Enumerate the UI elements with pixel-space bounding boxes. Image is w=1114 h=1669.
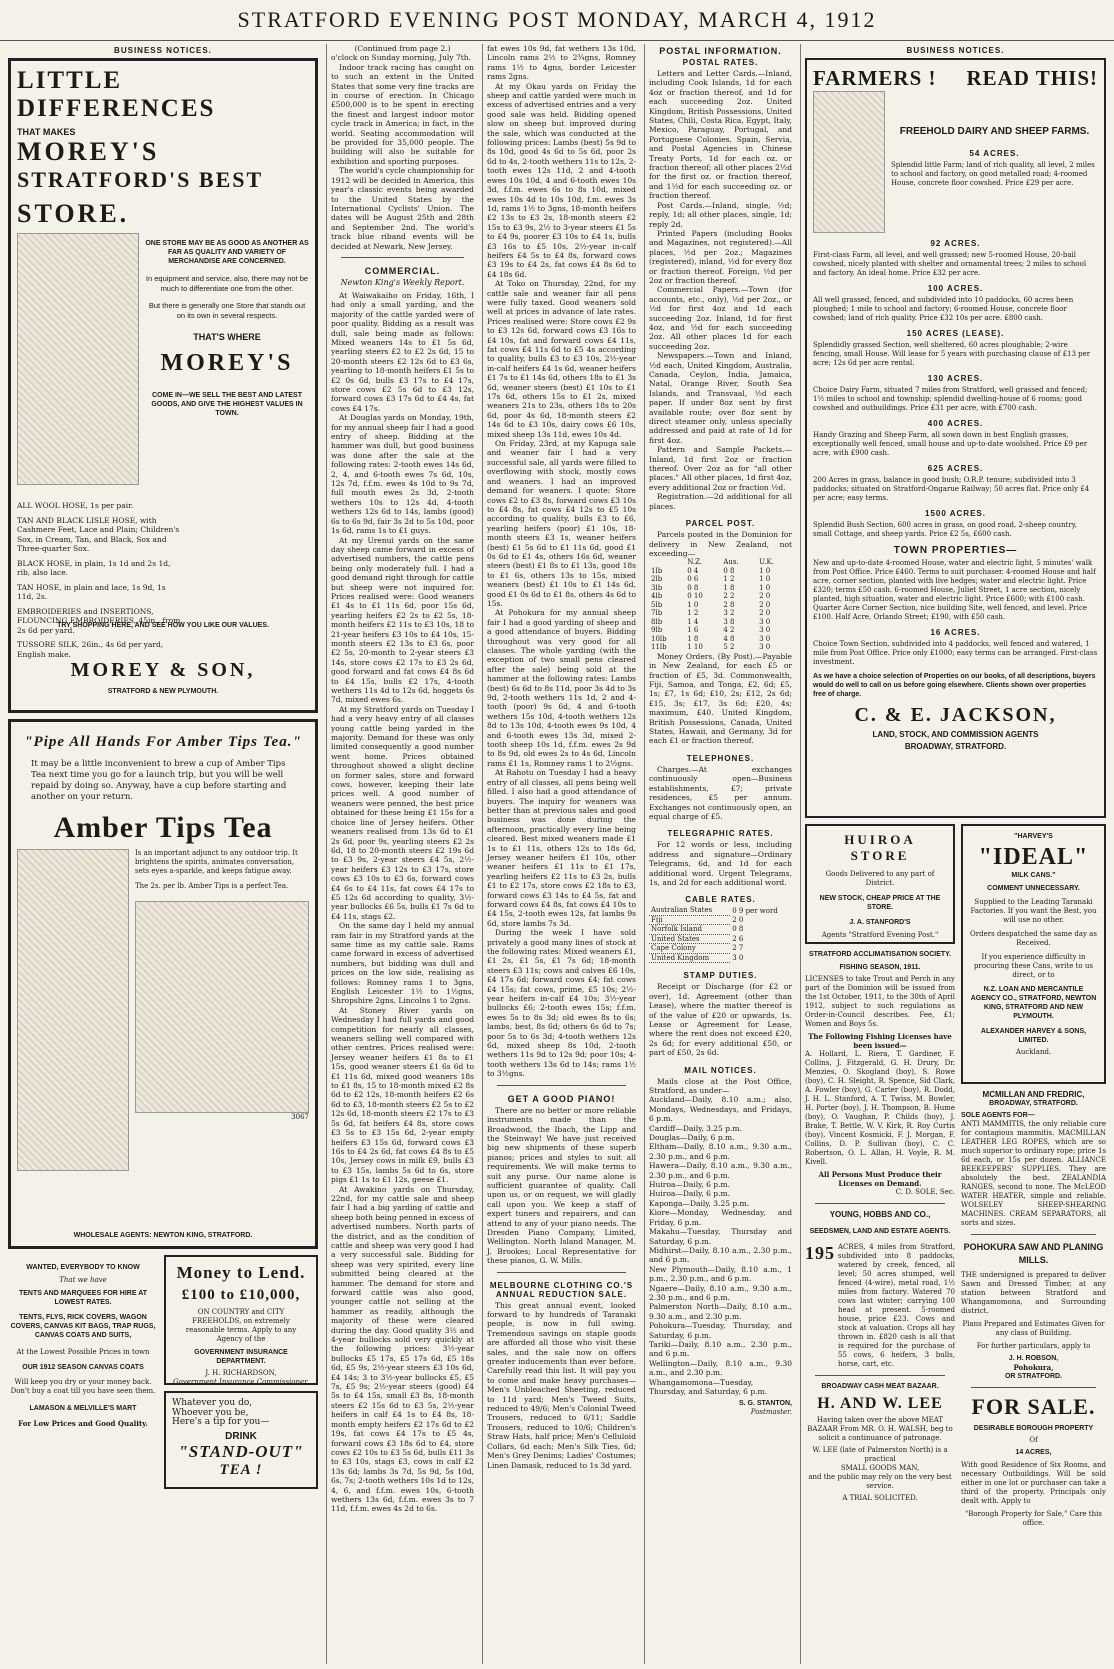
young-num: 195 (805, 1243, 835, 1263)
table-cell: 2 2 (723, 592, 735, 601)
pohokura-name: J. H. ROBSON, (1008, 1355, 1059, 1362)
money-amount: £100 to £10,000, (181, 1287, 301, 1303)
article-paragraph: The world's cycle championship for 1912 will be decided in America, this year's classic events being awarded to the United States by the International Cyclists' Union. The dates will be August 25th and 28th and September 2nd. The world's track blue riband events will be decided at Newark, New Jersey. (331, 166, 474, 251)
table-cell: Fiji (649, 915, 730, 925)
lee-note: W. LEE (late of Palmerston North) is a practical (812, 1446, 948, 1463)
pohokura-text: THE undersigned is prepared to deliver Sawn and Dressed Timber, at any station between Stratford and Whangamomona, and Surrounding district. (961, 1271, 1106, 1315)
list-item: Cardiff—Daily, 3.25 p.m. (649, 1123, 742, 1133)
table-cell: 3 0 (759, 626, 771, 635)
amber-price-note: The 2s. per lb. Amber Tips is a perfect Tea. (135, 882, 289, 890)
list-item: Whangamomona—Tuesday, Thursday, and Saturday, 6 p.m. (649, 1377, 768, 1396)
commercial-subhead: Newton King's Weekly Report. (340, 277, 465, 287)
morey-advert (8, 58, 318, 713)
article-paragraph: During the week I have sold privately a good many lines of stock at the following rates: Mixed weaners £1, £1 2s, £1 5s, £1 7s 6d; 18-month steers £3 11s; cows and calves £6 10s, £4 17s 6d; forward cows £4; fat cows £4 15s; fat cows, prime, £5 10s; 2½-year heifers in-calf £4 10s; 3½-year bullocks £6; 2-tooth ewes 15s; f.f.m. ewes 5s to 8s 3d; old ewes 8s to 6s; lambs, best, 8s 6d; others 6s 6d to 7s; poor 5s to 6s 3d; 4-tooth wethers 12s 6d, mixed sheep 8s 10d, 2-tooth wethers 11s 9d to 12s 9d; poor 10s; 4-tooth wethers 13s 6d to 14s; rams 1½ to 3½gns. (487, 928, 636, 1079)
article-paragraph: At Waiwakaiho on Friday, 16th, I had only a small yarding, and the majority of the cattle yarded were of poor quality. Bidding as a result was dull, sale being made as follows: Mixed weaners 14s to £1 5s 6d, yearling steers £2 to £2 2s 6d, 15 to 20-month steers £2 12s 6d to £3 6s, yearling to 18-month heifers £1 5s to £2 0s 6d, bulls £3 17s to £4 17s, store cows £2 5s 6d to £3 12s, forward cows £3 17s 6d to £4 4s, fat cows £4 17s. (331, 290, 474, 413)
tea-packet-illustration (135, 901, 309, 1113)
farm-acres: 92 ACRES. (930, 239, 981, 248)
tents-firm: LAMASON & MELVILLE'S MART (29, 1405, 137, 1412)
morey-but: But there is generally one Store that stands out on its own in several respects. (148, 301, 306, 320)
farmer-illustration (813, 91, 885, 233)
tents-advert (8, 1255, 158, 1495)
table-cell: 1 0 (687, 600, 699, 609)
farm-acres: 625 ACRES. (927, 464, 984, 473)
morey-moreys: MOREY'S (160, 350, 294, 376)
table-cell: 5 2 (723, 643, 735, 652)
masthead: STRATFORD EVENING POST MONDAY, MARCH 4, 1912 (0, 0, 1114, 41)
young-sub: SEEDSMEN, LAND AND ESTATE AGENTS. (809, 1228, 951, 1235)
harvey-firm: ALEXANDER HARVEY & SONS, LIMITED. (980, 1028, 1087, 1044)
postmaster-name: S. G. STANTON, (738, 1400, 792, 1408)
list-item: Eltham—Daily, 8.10 a.m., 9.30 a.m., 2.30 p.m., and 6 p.m. (649, 1142, 792, 1161)
table-cell: 1 10 (687, 643, 703, 652)
article-paragraph: At my Stratford yards on Tuesday I had a very heavy entry of all classes young cattle being yarded in the majority. Demand for these was only limited consequently a good number went home. Prices obtained throughout showed a slight decline on former sales, store and forward cows, however, keeping their late prices well. A good number of weaners were penned, the best price obtained for these being £1 15s for a choice line of Jersey heifers. Other weaners realised from 13s 6d to £1 2s 6d, poor 9s, yearling steers £2 2s 6d, 18 to 20-month steers £2 19s 6d to £3 9s, 2-year steers £4 5s, 2½-year heifers £3 12s to £3 17s, store cows £3 10s to £3 6s, forward cows £4 6s to £4 11s, fat cows £4 17s to £5 12s 6d according to quality, 3½-year bullocks £6 5s, bulls £1 7s 6d to £4 11s, stags £2. (331, 704, 474, 921)
huiroa-owner: J. A. STANFORD'S (849, 919, 911, 926)
lee-head: BROADWAY CASH MEAT BAZAAR. (821, 1383, 939, 1390)
table-cell: 0 8 (723, 566, 735, 575)
list-item: Pohokura—Tuesday, Thursday, and Saturday, 6 p.m. (649, 1321, 792, 1340)
stamp-text: Receipt or Discharge (for £2 or over), 1d. Agreement (other than Lease), where the matter thereof is of the value of £20 or upwards, 1s. Lease or Agreement for Lease, where the rent does not exceed £20, 2s 6d; for every additional £50, or part of £50, 2s 6d. (649, 982, 792, 1058)
list-item: Kaponga—Daily, 3.25 p.m. (649, 1198, 750, 1208)
mcmillan-items: ANTI MAMMITIS, the only reliable cure for contagious mammitis. MACMILLAN LEATHER LEG ROPES, which are so much superior to ordinary rope; price 1s 6d each, or 15s per dozen. ALLIANCE BEEKEEPERS' SUPPLIES. They are absolutely the best. ZEALANDIA RANGES, second to none. The McLEOD WATER HEATER, simple and reliable. WOLSELEY SHEEP-SHEARING MACHINES. CREAM SEPARATORS, all sorts and sizes. (961, 1120, 1106, 1227)
tents-line3: At the Lowest Possible Prices in town (16, 1348, 150, 1356)
table-row (649, 626, 792, 635)
article-paragraph: Indoor track racing has caught on to such an extent in the United States that some very fine tracks are in course of erection. In Chicago £500,000 is to be spent in erecting the finest and largest indoor motor cycle track in America; in fact, in the world. Seating accommodation will be provided for 35,000 people. The building will also be suitable for exhibition and sporting purposes. (331, 62, 474, 166)
tents-line4: OUR 1912 SEASON CANVAS COATS (22, 1364, 144, 1371)
farm-acres: 400 ACRES. (927, 419, 984, 428)
telegraph-text: For 12 words or less, including address and signature—Ordinary Telegrams, 6d, and 1d for each additional word. Urgent Telegrams, 1s, and 2d for each additional word. (649, 840, 792, 887)
mail-text: Mails close at the Post Office, Stratford, as under— (649, 1076, 792, 1095)
divider (815, 1203, 945, 1204)
standout-line1: Whatever you do, (172, 1398, 253, 1408)
commercial-head: COMMERCIAL. (364, 265, 441, 276)
list-item: Makahu—Tuesday, Thursday and Saturday, 6 p.m. (649, 1227, 792, 1246)
list-item: ALL WOOL HOSE, 1s per pair. (17, 501, 134, 510)
acclim-names: A. Hollard, L. Riera, T. Gardiner, F. Collins, J. Fitzgerald, G. H. Drury, Dr. Menzies, O. Skogland (boy), S. Rowe (boy), C. H. Sleight, R. Spence, Sid Clark, A. Fowler (boy), G. Carter (boy), R. Dodd, J. H. L. Stanford, A. T. Twiss, M. Bowler, H. Porter (boy), J. H. Thompson, B. Hume (boy), O. Vaughan, P. Childs (boy), J. Brake, T. Bettle, W. V. Kirk, R. Roy Curtis (boy), Vincent Kosmicki, F. J. Morgan, F. Collins, D. P. Sullivan (boy), C. C. Robertson, O. L. Allan, H. Voyle, R. M. Kivell. (805, 1050, 955, 1166)
harvey-orders: Orders despatched the same day as Received. (970, 930, 1097, 947)
farm-acres: 130 ACRES. (927, 374, 984, 383)
pohokura-further: For further particulars, apply to (976, 1342, 1091, 1350)
amber-brand: Amber Tips Tea (53, 811, 273, 844)
amber-tips-advert (8, 719, 318, 1249)
harvey-advert (961, 824, 1106, 1084)
table-row (649, 906, 792, 915)
huiroa-head: HUIROA STORE (844, 832, 916, 863)
article-paragraph: At Awakino yards on Thursday, 22nd, for my cattle sale and sheep fair I had a big yarding of cattle and sheep both being penned in excess of advertised numbers. North parts of the district, and as the condition of cattle and sheep was very good I had a very successful sale. Bidding for sheep was very spirited, every line submitted being cleared at the hammer. The demand for store and forward cattle was also good, younger cattle not selling at the hammer as readily, although the majority of these were cleared during the day. Good quality 3½ and 4-year bullocks sold very quickly at the following prices: 3½-year bullocks £5 17s, £5 17s 6d, £5 18s 6d, £5 9s, 2½-year steers £3 10s 6d, £4 14s; 3 to 3½-year bullocks £5, £5 7s, £5 9s; 2½-year steers (good) £4 5s to £4 15s, small £3 8s, 18-month steers £2 15s 6d to £3 5s, 2½-year heifers in calf £4 1s to £4 8s, 18-month empty heifers £2 17s 6d to £2 19s, fat cows £4 17s to £5 4s, forward cows £3 18s 6d to £4, store cows £2 10s to £3 5s 6d, bulls £11 3s to £3 10s, stags £3, cows in calf £2 13s 6d; lambs 3s 7d, 5s 9d, 5s 10d, 6s, 7s; 2-tooth wethers 10s 1d to 12s, 4, 6, and f.f.m. ewes 10s, 6-tooth wethers 13s 6d, f.f.m. ewes 3s to 7 11d, f.f.m. ewes 4s 2d to 6s. (331, 1184, 474, 1514)
morey-come-in: COME IN—WE SELL THE BEST AND LATEST GOODS, AND GIVE THE HIGHEST VALUES IN TOWN. (151, 392, 303, 417)
freehold-head: FREEHOLD DAIRY AND SHEEP FARMS. (899, 126, 1090, 137)
jackson-name: C. & E. JACKSON, (854, 704, 1057, 726)
huiroa-agents: Agents "Stratford Evening Post." (821, 931, 939, 939)
table-cell: 3 2 (723, 609, 735, 618)
list-item: Ngaere—Daily, 8.10 a.m., 9.30 a.m., 2.30 p.m., and 6 p.m. (649, 1283, 792, 1302)
table-cell: 0 4 (687, 566, 699, 575)
table-cell: United States (649, 934, 730, 944)
article-paragraph: At my Urenui yards on the same day sheep came forward in excess of advertised numbers, the cattle pens being only moderately full. I had a good demand right through for cattle but sheep were not inquired for. Prices realised were: Good weaners £1 4s to £1 11s 6d, poor 15s 6d, yearling heifers £2 2s to £2 5s, 18-month heifers £2 11s to £3 10s, 18 to 21-year heifers £3 10s to £4 10s, 15-month steers £2 13s to £3 6s, poor £2 5s, 20-month to 2-year steers £3 14s, store cows £2 17s to £3 2s 6d, good forward and fat cows £4 8s 6d to £4 15s, bulls £2 17s, 4-tooth wethers 11s 4d to 12s 6d, hoggets 6s 7d, mixed ewes 6s. (331, 535, 474, 705)
table-cell: 2 8 (723, 600, 735, 609)
tents-slogan: For Low Prices and Good Quality. (18, 1419, 148, 1428)
money-orders-text: Money Orders. (By Post).—Payable in New Zealand, for each £5 or fraction of £5, 3d. Commonwealth, Fiji, Samoa, and Tonga, £2, 6d; £5, 1s; £7, 1s 6d; £10, 2s; £12, 2s 6d; £15, 3s; £17, 3s 6d; £20, 4s; maximum, £40. United Kingdom, British Possessions, Canada, United States, Hawaii, and Germany, 3d for each £1 or fraction thereof. (649, 651, 792, 746)
sale-of: Of (1029, 1436, 1038, 1444)
mcmillan-head: MCMILLAN AND FREDRIC, (982, 1090, 1085, 1099)
postal-paragraph: Post Cards.—Inland, single, ½d; reply, 1d; all other places, single, 1d; reply 2d. (649, 200, 792, 229)
table-row (649, 575, 792, 584)
column-3 (482, 44, 640, 1664)
tents-that-we: That we have (59, 1276, 107, 1284)
table-cell: 0 10 (687, 592, 703, 601)
article-paragraph: At Toko on Thursday, 22nd, for my cattle sale and weaner fair all pens were fully taxed. Good weaners sold well at prices in advance of late rates. Prices realised were: Store cows £2 9s to £3 12s 6d, forward cows £3 16s to £4 10s, fat and forward cows £4 11s, fat cows £4 11s 6d to £5 4s according to quality, bulls £3 to £3 10s, 2½-year in-calf heifers £4 1s 6d, weaner heifers £1 7s to £1 14s 6d, others 18s to £1 3s 6d, weaner steers (best) £1 10s to £1 17s 6d, others 15s to £1 2s, mixed weaners 21s to 23s, others 18s to 20s 6d, poor 4s 6d, 18-month steers £2 14s 6d to £3 10s, dairy cows £6 10s, mixed sheep 13s 11d, ewes 10s 4d. (487, 279, 636, 439)
table-cell: 2lb (651, 575, 663, 584)
lee-small: SMALL GOODS MAN, (840, 1464, 920, 1472)
continued-note: (Continued from page 2.) (354, 44, 451, 53)
standout-line2: Whoever you be, (172, 1407, 249, 1418)
amber-copy: It may be a little inconvenient to brew a cup of Amber Tips Tea next time you go for a launch trip, but you will be well repaid by doing so. Anyway, have a cup before starting and another on your return. (31, 759, 287, 802)
section-head: BUSINESS NOTICES. (114, 46, 212, 55)
woman-illustration (17, 849, 129, 1171)
farm-text: Choice Dairy Farm, situated 7 miles from Stratford, well grassed and fenced; 1½ miles to school and township; splendid dwelling-house of 6 rooms; good cowshed and outbuildings. Price £31 per acre, with £700 cash. (813, 386, 1088, 412)
harvey-ideal: "IDEAL" (978, 844, 1089, 870)
table-row (649, 944, 792, 954)
bottom-ads (8, 1255, 318, 1495)
lee-name: H. AND W. LEE (817, 1395, 943, 1412)
harvey-milk: MILK CANS." (1011, 872, 1056, 879)
farm-acres: 150 ACRES (LEASE). (906, 329, 1005, 338)
farm-text: 200 Acres in grass, balance in good bush; O.R.P. tenure; subdivided into 3 paddocks; situated on Stratford-Ongarue Railway; 50 acres flat. Price only £4 per acre; easy terms. (813, 476, 1090, 502)
article-paragraph: On Friday, 23rd, at my Kapuga sale and weaner fair I had a very successful sale, all yards were filled to overflowing with stock, mostly cows and weaners. I had an improved demand for weaners. I quote: Store cows £2 to £3 8s, forward cows £3 10s to £4 8s, fat cows £4 12s to £5 10s according to quality, bulls £3 to £6, yearling heifers (poor) £1 10s, 18-month steers £3 1s, weaner heifers (best) £1 5s 6d to £1 11s 6d, good £1 0s 6d to £1 4s, others 16s 6d, weaner steers (best) £1 8s to £1 13s, good 18s to £1 6s, others 13s to 15s, mixed weaners (best) £1 10s to £1 14s 6d, good £1 0s 6d to £1 8s, others 4s 6d to 15s. (487, 439, 636, 608)
table-row (649, 618, 792, 627)
farm-text: Splendid Bush Section, 600 acres in grass, on good road, 2-sheep country, small Cottage, and sheep yards. Price £2 5s, £600 cash. (813, 521, 1077, 538)
acres16-text: Choice Town Section, subdivided into 4 paddocks, well fenced and watered, 1 mile from Post Office. Price only £1000; easy terms can be arranged. First-class investment. (813, 640, 1098, 666)
list-item: Huiroa—Daily, 6 p.m. (649, 1189, 730, 1199)
table-cell: 1 0 (759, 583, 771, 592)
harvey-experience: If you experience difficulty in procuring these Cans, write to us direct, or to (974, 953, 1093, 979)
list-item: New Plymouth—Daily, 8.10 a.m., 1 p.m., 2.30 p.m., and 6 p.m. (649, 1264, 792, 1284)
farm-text: Splendid little Farm; land of rich quality, all level, 2 miles to school and factory, on good metalled road; 4-roomed House, concrete floor cowshed. Price £29 per acre. (891, 161, 1095, 187)
table-cell: 11lb (651, 643, 667, 652)
town-head: TOWN PROPERTIES— (893, 545, 1018, 556)
morey-claim: ONE STORE MAY BE AS GOOD AS ANOTHER AS FAR AS QUALITY AND VARIETY OF MERCHANDISE ARE CONCERNED. (145, 240, 309, 265)
table-header: Aus. (723, 558, 739, 567)
standout-brand: "STAND-OUT" (178, 1441, 304, 1461)
table-cell: 3lb (651, 583, 663, 592)
section-head: BUSINESS NOTICES. (906, 46, 1005, 55)
postal-paragraph: Letters and Letter Cards.—Inland, including Cook Islands, 1d for each 4oz or fraction thereof, and 1d for each succeeding 2oz. United Kingdom, British Possessions, United States, Chili, Costa Rica, Egypt, Italy, Mexico, Paraguay, Portugal, and Portuguese Colonies, Spain, Servia, and Postal Agencies in Chinese Treaty Ports, 1d for each oz. or fraction thereof; all other places 2½d for the first oz. or fraction thereof, and 1½d for each succeeding oz. or fraction thereof. (649, 69, 792, 201)
money-terms: ON COUNTRY and CITY FREEHOLDS, on extremely reasonable terms. Apply to any Agency of the (185, 1308, 297, 1343)
table-cell: 5lb (651, 600, 663, 609)
table-cell: 1 0 (759, 566, 771, 575)
table-row (649, 934, 792, 944)
table-cell: 3 8 (723, 617, 735, 626)
postal-paragraph: Commercial Papers.—Town (for accounts, etc., only), ½d per 2oz., or ½d for first 4oz and 1d each succeeding 2oz. Inland, 1d for first 4oz, and ½d for each succeeding 2oz. All other places 1d for each succeeding 2oz. (649, 285, 792, 351)
table-cell: United Kingdom (649, 953, 730, 963)
farm-text: First-class Farm, all level, and well grassed; new 5-roomed House, 20-bail cowshed, nicely planted with shelter and ornamental trees; 2 miles to school and factory. An ideal home. Price £32 per acre. (813, 251, 1087, 277)
morey-store: STORE. (17, 199, 130, 228)
table-cell: 9lb (651, 626, 663, 635)
divider (971, 1234, 1096, 1235)
jackson-sub: LAND, STOCK, AND COMMISSION AGENTS (872, 730, 1039, 739)
table-row (649, 643, 792, 652)
lee-trial: A TRIAL SOLICITED. (842, 1494, 918, 1502)
young-text: ACRES, 4 miles from Stratford, subdivided into 8 paddocks, watered by creek, fenced, all level; 50 acres stumped, well fenced (4-wire), metal road, 1½ miles from factory. Watered 70 cows last winter; carrying 100 head at present. 5-roomed house, price £23. Cows and stock at valuation. Crops all hay thrown in. £820 cash is all that is required for the purchase of 55 cows, 6 heifers, 3 bulls, horse, cart, etc. (838, 1243, 955, 1368)
farm-text: Handy Grazing and Sheep Farm, all sown down in best English grasses, exceptionally well fenced, small house and up-to-date woolshed. Price £9 per acre, with £900 cash. (813, 431, 1088, 457)
table-header: N.Z. (687, 558, 703, 567)
postal-paragraph: Newspapers.—Town and Inland, ½d each, United Kingdom, Australia, Canada, Ceylon, India, Jamaica, Natal, Orange River, South Sea Islands, and Transvaal, ½d each paper. If under 8oz sent by first available route; over 8oz sent by direct steamer only, unless specially addressed and paid at rate of 1d for first 4oz. (649, 351, 792, 445)
parcel-head: PARCEL POST. (685, 519, 756, 529)
column-4 (644, 44, 796, 1664)
list-item: Huiroa—Daily, 6 p.m. (649, 1180, 730, 1190)
farm-text: Splendidly grassed Section, well sheltered, 60 acres ploughable; 2-wire fencing, small House. Will lease for 5 years with purchasing clause of £13 per acre; 12s 6d per acre rental. (813, 341, 1091, 367)
money-title: Government Insurance Commissioner. (173, 1378, 309, 1385)
acres16-head: 16 ACRES. (930, 628, 981, 637)
list-item: TUSSORE SILK, 26in., 4s 6d per yard, English make. (17, 640, 164, 659)
morey-that-makes: THAT MAKES (17, 127, 76, 137)
col5-lower-left (805, 824, 955, 1528)
selection-text: As we have a choice selection of Properties on our books, of all descriptions, buyers would do well to call on us before going elsewhere. Clients shown over properties free of charge. (813, 673, 1096, 698)
mcmillan-agents: SOLE AGENTS FOR— (961, 1112, 1035, 1119)
article-paragraph: fat ewes 10s 9d, fat wethers 13s 10d, Lincoln rams 2½ to 2¾gns, Romney rams 1½ to 4gns, border Leicester rams 2gns. (487, 44, 636, 82)
harvey-loan: N.Z. LOAN AND MERCANTILE AGENCY CO., STRATFORD, NEWTON KING, STRATFORD AND NEW PLYMOUTH. (970, 986, 1097, 1020)
cable-table (649, 906, 792, 963)
standout-tea: TEA ! (219, 1461, 263, 1478)
acclim-note: All Persons Must Produce their Licenses on Demand. (818, 1170, 942, 1188)
cable-head: CABLE RATES. (685, 895, 756, 905)
list-item: Douglas—Daily, 6 p.m. (649, 1133, 735, 1143)
table-cell: 0 9 per word (732, 906, 778, 915)
standout-drink: DRINK (225, 1430, 257, 1442)
acclim-season: FISHING SEASON, 1911. (839, 964, 921, 971)
table-cell: 1 8 (723, 583, 735, 592)
list-item: TAN HOSE, in plain and lace, 1s 9d, 1s 11d, 2s. (17, 582, 166, 601)
huiroa-new: NEW STOCK, CHEAP PRICE AT THE STORE. (819, 895, 941, 911)
article-paragraph: At Pohokura for my annual sheep fair I had a good yarding of sheep and a good attendance of buyers. Bidding throughout was very good for all classes. The whole yarding (with the exception of two small pens cleared after the sale) being sold at the hammer at the following rates: Lambs (best) 6s 6d to 8s 11d, poor 3s 4d to 3s 9d, 2-tooth wethers 11s 1d, 2 and 4-tooth (poor) 9s 6d, 4 and 6-tooth wethers 15s 10d, 4-tooth wethers 12s 8d to 13s 10d, 4-tooth ewes 9s 10d, 4 and 6-tooth ewes 13s 3d, mixed 2-tooth sheep 10s 1d, f.f.m. ewes 2s 9d to 8s 9d, old ewes 2s to 4s 6d, Lincoln rams £1 1s, Romney rams 1 to 2½gns. (487, 608, 636, 768)
list-item: Midhirst—Daily, 8.10 a.m., 2.30 p.m., and 6 p.m. (649, 1245, 792, 1265)
table-cell: 2 0 (759, 600, 771, 609)
table-cell: 3 0 (732, 953, 744, 962)
morey-equip: In equipment and service, also, there may not be much to differentiate one from the other. (145, 274, 309, 293)
morey-firm: MOREY & SON, (70, 659, 256, 681)
list-item: EMBROIDERIES and INSERTIONS, FLOUNCING EMBROIDERIES, 45in., from 2s 6d per yard. (17, 606, 181, 635)
table-cell: Norfolk Island (649, 925, 730, 935)
divider (497, 1272, 626, 1273)
harvey-head: "HARVEY'S (1014, 833, 1053, 840)
article-paragraph: At Douglas yards on Monday, 19th, for my annual sheep fair I had a good entry of sheep. Bidding at the hammer was dull, but good business was done after the sale at the following rates: 2-tooth ewes 14s 6d, 2, 4, and 6-tooth ewes 7s 6d, 10s, 12s 7d, f.f.m. ewes 4s 10d to 9s 7d, full mouth ewes 2s 3d, 2-tooth wethers 10s to 12s 4d, 4-tooth wethers 12s 6d to 14s, lambs (good) 6s to 6s 9d, fair 3s 2d to 5s 10d, poor 1s 6d, rams 1s to £1 guys. (331, 413, 474, 536)
table-cell: Australian States (649, 906, 730, 915)
tents-line2: TENTS, FLYS, RICK COVERS, WAGON COVERS, CANVAS KIT BAGS, TRAP RUGS, CANVAS COATS AND SUITS, (10, 1314, 156, 1339)
morey-try: TRY SHOPPING HERE, AND SEE HOW YOU LIKE OUR VALUES. (57, 622, 269, 629)
postal-paragraph: Printed Papers (including Books and Magazines, not registered).—All places, ½d per 2oz.; Magazines (registered), inland, ½d for every 8oz or fraction thereof. Foreign, ½d per 2oz or fraction thereof. (649, 228, 792, 285)
list-item: BLACK HOSE, in plain, 1s 1d and 2s 1d, rib, also lace. (17, 558, 171, 577)
divider (971, 1387, 1096, 1388)
pohokura-or: OR STRATFORD. (1004, 1373, 1063, 1380)
piano-text: There are no better or more reliable instruments made than the Broadwood, the Ibach, the Lipp and the Steinway! We have just received big new shipments of these superb pianos; prices and styles to suit all requirements. We will make terms to suit any purse. Our name alone is sufficient guarantee of quality. Call upon us, or on request, we will gladly call upon you. We keep a staff of expert tuners and repairers, and can attend to any of your piano needs. The Dresden Piano Company, Limited, Wellington. North Island Manager, M. J. Brookes; Local Representative for these pianos, G. W. Mills. (487, 1105, 636, 1266)
sale-text: With good Residence of Six Rooms, and necessary Outbuildings. Will be sold either in one lot or purchaser can take a third of the property. Principals only dealt with. Apply to (961, 1461, 1106, 1505)
lady-illustration (17, 233, 139, 485)
pohokura-head: POHOKURA SAW AND PLANING MILLS. (963, 1242, 1104, 1265)
postal-rates-head: POSTAL RATES. (682, 58, 759, 67)
table-row (649, 609, 792, 618)
clothing-text: This great annual event, looked forward to by hundreds of Taranaki people, is now in full swing. Tremendous savings on staple goods are afforded all those who visit these sales, and the sale now on offers greater inducements than ever before. Carefully read this list. It will pay you to come and make heavy purchases—Men's Unbleached Sheeting, reduced to 11d yard; Men's Tweed Suits, reduced to 49/6; Men's Colonial Tweed Trousers, reduced to 6/11; Saddle Trousers, reduced to 10/6; Children's Straw Hats, half price; Men's Celluloid Collars, 6d each; Men's Silk Ties, 6d; Men's Grey Denims; Ladies' Costumes; Linen Damask, reduced to 1s 3d yard. (487, 1300, 636, 1470)
morey-towns: STRATFORD & NEW PLYMOUTH. (107, 688, 219, 695)
table-row (649, 915, 792, 925)
tents-line5: Will keep you dry or your money back. Don't buy a coat till you have seen them. (10, 1378, 156, 1395)
table-cell: 1 8 (687, 634, 699, 643)
table-row (649, 592, 792, 601)
mail-head: MAIL NOTICES. (684, 1065, 757, 1075)
amber-slogan: "Pipe All Hands For Amber Tips Tea." (24, 734, 302, 750)
divider (497, 1085, 626, 1086)
amber-ad-no: 3067 (291, 1113, 309, 1121)
acclim-issued: The Following Fishing Licenses have been issued— (808, 1032, 952, 1050)
tents-line1: TENTS AND MARQUEES FOR HIRE AT LOWEST RATES. (18, 1290, 148, 1306)
table-cell: 2 7 (732, 944, 744, 953)
town-text: New and up-to-date 4-roomed House, water and electric light, 5 minutes' walk from Post Office. Price £460. Terms to suit purchaser. 4-roomed House and half acre, corner section, planted with live hedges; water and electric light. Price £320; terms £50 cash. 6-roomed House, Juliet Street, 1 acre section, nicely planted, high situation, water and electric light. Price £600; with £100 cash. Quarter Acre Corner Section, nice building Site, well fenced, and level. Price £100. Half Acre, Orlando Street; £190, with £50 cash. (813, 559, 1096, 621)
table-row (649, 584, 792, 593)
table-cell: 7lb (651, 609, 663, 618)
divider (815, 1375, 945, 1376)
column-1 (4, 44, 322, 1664)
farm-acres: 54 ACRES. (969, 149, 1020, 158)
farm-acres: 1500 ACRES. (925, 509, 986, 518)
table-cell: 3 0 (759, 617, 771, 626)
harvey-supplied: Supplied to the Leading Taranaki Factories. If you want the Best, you will use no other. (970, 898, 1097, 924)
telephones-text: Charges.—At exchanges continuously open—Business establishments, £7; private residences, £5 per annum. Exchanges not continuously open, an equal charge of £5. (649, 764, 792, 821)
huiroa-advert (805, 824, 955, 944)
table-row (649, 925, 792, 935)
postal-head: POSTAL INFORMATION. (659, 46, 782, 56)
acclim-signed: C. D. SOLE, Sec. (895, 1188, 955, 1196)
table-cell: 0 6 (687, 575, 699, 584)
morey-name: MOREY'S (17, 137, 160, 166)
telegraph-head: TELEGRAPHIC RATES. (667, 829, 774, 839)
table-cell: 3 0 (759, 634, 771, 643)
table-row (649, 601, 792, 610)
money-head: Money to Lend. (176, 1263, 306, 1282)
telephones-head: TELEPHONES. (686, 753, 755, 763)
article-paragraph: At my Okau yards on Friday the sheep and cattle yarded were much in excess of advertised entries and a very good sale was held. Bidding opened slow on sheep but improved during the sale, which was conducted at the following prices: Lambs (best) 5s 9d to 8s 10d, good 4s 6d to 5s 6d, poor 2s 6d to 4s, 2-tooth wethers 11s to 12s, 2-tooth ewes 12s 11d, 2 and 4-tooth ewes 10s 10d, 4 and 6-tooth ewes 10s 3d, f.f.m. ewes 6s to 8s 10d, mixed ewes 10s 4d to 10s 10d, f.m. ewes 3s 1d, rams 1½ to 3gns, 18-month heifers £2 13s to £3 2s, 18-month steers £2 15s to £3 9s, 2½ to 3-year steers £1 5s to £4 9s, poorer £3 10s to £4 1s, bulls £3 16s to £5 10s, 2½-year in-calf heifers £4 5s to £4 8s, forward cows £3 19s to £4 2s, fat cows £4 8s 6d to £4 18s 6d. (487, 81, 636, 279)
table-header: U.K. (759, 558, 774, 567)
article-paragraph: At Stoney River yards on Wednesday I had full yards and good competition for nearly all classes, weaners selling well compared with other centres. Prices realised were: Jersey weaner heifers £1 8s to £1 15s, good weaner steers £1 6s 6d to £1 11s 6d, mixed good weaners 18s to £1 8s, 15 to 18-month mixed £2 8s 6d to £2 12s, 18-month heifers £2 6s 6d to £3, 18-month steers £2 5s to £2 12s 6d, 18-month steers £2 17s to £3 5s 6d, fat heifers £4 8s, store cows £3 5s to £3 15s 6d, 2-year empty heifers £3 15s 6d, forward cows £3 16s to £4 2s 6d, fat cows £4 8s to £5 10s, Jersey cows in milk £9, bulls £3 to £3 15s, lambs 5s 6d to 6s, store pigs £1 1s to £1 12s, geese £1. (331, 1005, 474, 1185)
table-cell: 2 0 (759, 609, 771, 618)
sale-footer: "Borough Property for Sale," Care this office. (965, 1510, 1102, 1527)
standout-advert (164, 1391, 318, 1489)
amber-desc: Is an important adjunct to any outdoor trip. It brightens the spirits, animates conversation, sets eyes a-sparkle, and keeps fatigue away. (135, 849, 298, 875)
acclim-text: LICENSES to take Trout and Perch in any part of the Dominion will be issued from the 1st October, 1911, to the 30th of April 1912, subject to such regulations as Order-in-Council describes. Fee, £1; Women and Boys 5s. (805, 975, 955, 1028)
table-row (649, 567, 792, 576)
acclim-head: STRATFORD ACCLIMATISATION SOCIETY. (808, 951, 952, 958)
article-paragraph: On the same day I held my annual ram fair in my Stratford yards at the same time as my cattle sale. Rams came forward in excess of advertised numbers, but bidding was dull and prices on the low side, realising as follows: Romney rams 1 to 3gns, English Leicester 1½ to 1½gns, Shropshire 2gns, Lincolns 1 to 2gns. (331, 921, 474, 1006)
jackson-addr: BROADWAY, STRATFORD. (904, 742, 1007, 751)
farm-text: All well grassed, fenced, and subdivided into 10 paddocks, 60 acres been ploughed; 1 mile to school and factory; 6-roomed House, concrete floor cowshed; land of rich quality. Price £32 10s per acre. £800 cash. (813, 296, 1074, 322)
column-2 (326, 44, 478, 1664)
pohokura-place: Pohokura, (1013, 1363, 1054, 1372)
harvey-comment: COMMENT UNNECESSARY. (987, 885, 1080, 892)
table-cell: 2 0 (759, 592, 771, 601)
money-dept: GOVERNMENT INSURANCE DEPARTMENT. (194, 1349, 288, 1365)
table-cell: 0 8 (732, 925, 744, 934)
morey-stratford: STRATFORD'S BEST (17, 167, 264, 192)
tents-wanted: WANTED, EVERYBODY TO KNOW (26, 1264, 140, 1271)
farm-acres: 100 ACRES. (927, 284, 984, 293)
table-cell: 10lb (651, 634, 667, 643)
list-item: Auckland—Daily, 8.10 a.m.; also, Mondays, Wednesdays, and Fridays, 6 p.m. (649, 1095, 792, 1124)
farmers-headline: FARMERS ! (813, 66, 937, 90)
clothing-head: MELBOURNE CLOTHING CO.'S ANNUAL REDUCTION SALE. (489, 1280, 634, 1299)
sale-acres: 14 ACRES, (1015, 1449, 1052, 1456)
list-item: Tariki—Daily, 8.10 a.m., 2.30 p.m., and 6 p.m. (649, 1339, 792, 1359)
column-5 (800, 44, 1110, 1664)
money-signed: J. H. RICHARDSON, (205, 1369, 277, 1377)
table-cell: 2 0 (732, 915, 744, 924)
standout-line3: Here's a tip for you— (172, 1417, 270, 1427)
harvey-town: Auckland. (1015, 1048, 1052, 1056)
morey-thats-where: THAT'S WHERE (193, 332, 261, 342)
article-paragraph: o'clock on Sunday morning, July 7th. (331, 53, 471, 63)
morey-headline: LITTLE DIFFERENCES (17, 67, 216, 122)
list-item: TAN AND BLACK LISLE HOSE, with Cashmere Feet, Lace and Plain; Children's Sox, in Cream, Tan, and Black, Sox and Three-quarter Sox. (17, 515, 180, 553)
table-cell: Cape Colony (649, 944, 730, 954)
table-cell: 1 6 (687, 626, 699, 635)
mcmillan-addr: BROADWAY, STRATFORD. (989, 1100, 1078, 1107)
table-cell: 4 2 (723, 626, 735, 635)
young-head: YOUNG, HOBBS AND CO., (829, 1210, 931, 1219)
table-cell: 4lb (651, 592, 663, 601)
table-cell: 1lb (651, 566, 663, 575)
money-advert (164, 1255, 318, 1385)
list-item: Hawera—Daily, 8.10 a.m., 9.30 a.m., 2.30 p.m., and 6 p.m. (649, 1161, 792, 1180)
sale-head: FOR SALE. (971, 1394, 1096, 1419)
table-cell: 4 8 (723, 634, 735, 643)
postmaster-title: Postmaster. (750, 1408, 792, 1417)
morey-items (17, 501, 182, 659)
lee-public: and the public may rely on the very best service. (808, 1473, 952, 1490)
postal-paragraph: Registration.—2d additional for all places. (649, 492, 792, 511)
postal-paragraph: Pattern and Sample Packets.—Inland, 1d first 2oz or fraction thereof. Over 2oz as for "all other places." All other places, 1d first 4oz, every additional 2oz or fraction ½d. (649, 445, 792, 492)
table-cell: 1 2 (687, 609, 699, 618)
col5-lower-right (961, 824, 1106, 1528)
parcel-text: Parcels posted in the Dominion for delivery in New Zealand, not exceeding— (649, 530, 792, 558)
parcel-table (649, 558, 792, 652)
piano-head: GET A GOOD PIANO! (507, 1093, 616, 1104)
table-cell: 3 0 (759, 643, 771, 652)
table-row (649, 635, 792, 644)
list-item: Wellington—Daily, 8.10 a.m., 9.30 a.m., and 2.30 p.m. (649, 1358, 792, 1378)
table-cell: 1 0 (759, 575, 771, 584)
amber-wholesale: WHOLESALE AGENTS: NEWTON KING, STRATFORD. (73, 1232, 253, 1239)
table-cell: 1 4 (687, 617, 699, 626)
table-row (649, 953, 792, 963)
list-item: Palmerston North—Daily, 8.10 a.m., 9.30 a.m., and 2.30 p.m. (649, 1302, 792, 1321)
huiroa-goods: Goods Delivered to any part of District. (825, 870, 935, 887)
lee-text: Having taken over the above MEAT BAZAAR From MR. O. H. WALSH, beg to solicit a continuance of patronage. (807, 1416, 953, 1442)
list-item: Kiore—Monday, Wednesday, and Friday, 6 p.m. (649, 1208, 792, 1227)
table-cell: 2 6 (732, 934, 744, 943)
divider (341, 257, 464, 258)
table-cell: 8lb (651, 617, 663, 626)
stamp-head: STAMP DUTIES. (683, 971, 758, 981)
sale-sub: DESIRABLE BOROUGH PROPERTY (973, 1425, 1094, 1432)
pohokura-plans: Plans Prepared and Estimates Given for any class of Building. (962, 1320, 1105, 1337)
table-cell: 0 8 (687, 583, 699, 592)
table-cell: 1 2 (723, 575, 735, 584)
read-headline: READ THIS! (966, 66, 1098, 90)
col5-lower (805, 824, 1106, 1528)
article-paragraph: At Rahotu on Tuesday I had a heavy entry of all classes, all pens being well filled. I also had a good attendance of buyers. The inquiry for weaners was better than at previous sales and good business was done during the afternoon, practically every line being cleared. Best mixed weaners made £1 1s to £1 11s, others 12s to 18s 6d, Jersey weaner heifers £1 10s, other weaner heifers £1 11s to £1 17s, yearling heifers £2 11s to £3 2s, bulls £1 to £2 17s, store cows £2 18s to £3, forward cows £3 14s to £4 5s, fat and forward cows £4 8s, fat cows £4 10s to £4 15s, 2-tooth ewes 12s, fat lambs 9s 6d, store lambs 7s 3d. (487, 768, 636, 928)
farms-advert (805, 58, 1106, 818)
